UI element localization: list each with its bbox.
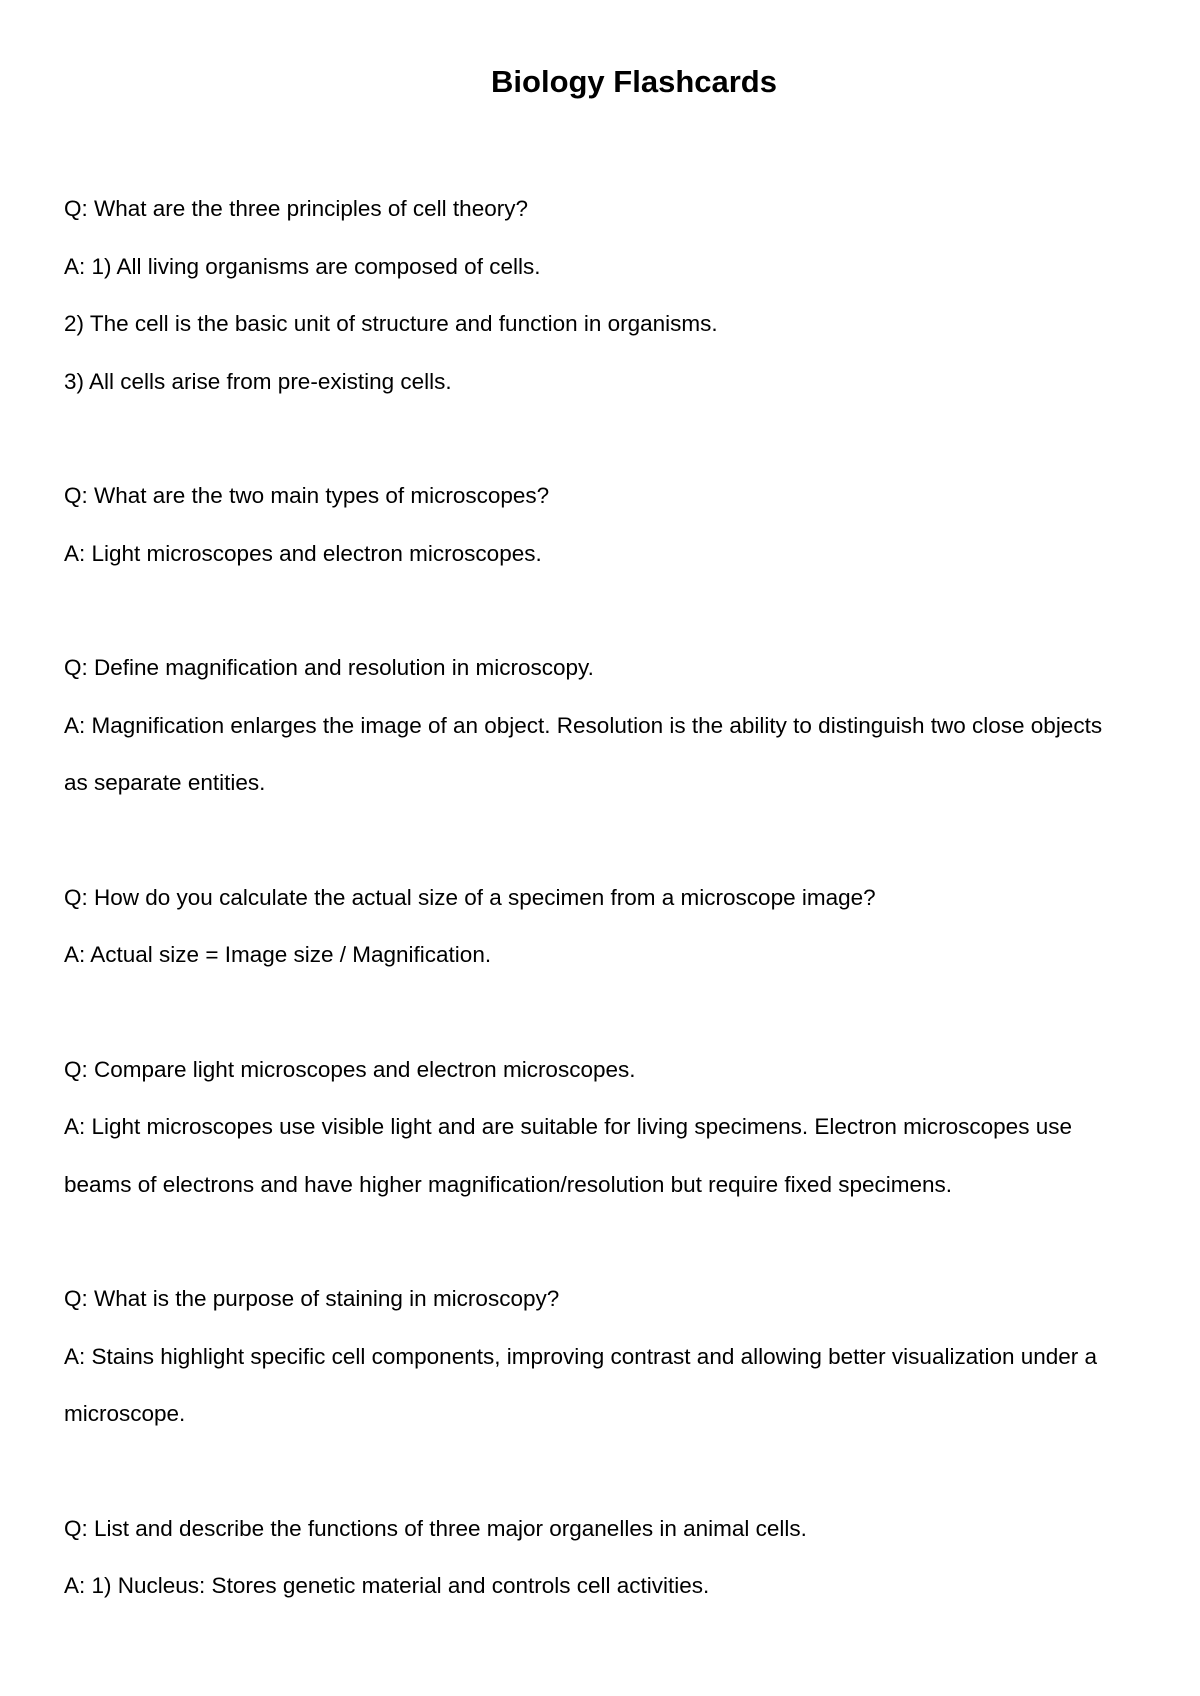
flashcard [64, 1500, 1124, 1615]
flashcard-answer-line: A: 1) Nucleus: Stores genetic material and controls cell activities. [64, 1573, 710, 1598]
flashcard-question: Q: What are the three principles of cell theory? [64, 196, 528, 221]
flashcard-list [64, 180, 1124, 1672]
flashcard [64, 639, 1124, 812]
flashcard-answer-line: A: Light microscopes and electron microscopes. [64, 540, 542, 566]
page-title: Biology Flashcards [491, 64, 777, 99]
flashcard-answer-line: 2) The cell is the basic unit of structure and function in organisms. [64, 311, 718, 336]
flashcard-question: Q: Define magnification and resolution in microscopy. [64, 655, 594, 680]
flashcard [64, 869, 1124, 984]
flashcard-question: Q: Compare light microscopes and electron microscopes. [64, 1056, 636, 1082]
flashcard-question: Q: How do you calculate the actual size of a specimen from a microscope image? [64, 884, 876, 910]
flashcard-answer-line: 3) All cells arise from pre-existing cells. [64, 368, 452, 394]
flashcard-answer-line: A: Light microscopes use visible light and are suitable for living specimens. Electron microscopes use beams of electrons and have higher magnification/resolution but require fixed specimens. [64, 1114, 1072, 1197]
flashcard-answer-line: A: Magnification enlarges the image of an object. Resolution is the ability to distinguish two close objects as separate entities. [64, 712, 1103, 795]
flashcard [64, 180, 1124, 410]
flashcard-answer-line: A: 1) All living organisms are composed of cells. [64, 253, 541, 279]
flashcard-question: Q: What is the purpose of staining in microscopy? [64, 1286, 560, 1311]
flashcard-answer-line: A: Stains highlight specific cell components, improving contrast and allowing better visualization under a microscope. [64, 1343, 1098, 1426]
flashcard [64, 467, 1124, 582]
flashcard-answer-line: A: Actual size = Image size / Magnification. [64, 942, 492, 967]
flashcard-question: Q: What are the two main types of microscopes? [64, 483, 550, 508]
flashcard [64, 1041, 1124, 1214]
flashcard [64, 1270, 1124, 1443]
flashcard-question: Q: List and describe the functions of three major organelles in animal cells. [64, 1515, 807, 1541]
